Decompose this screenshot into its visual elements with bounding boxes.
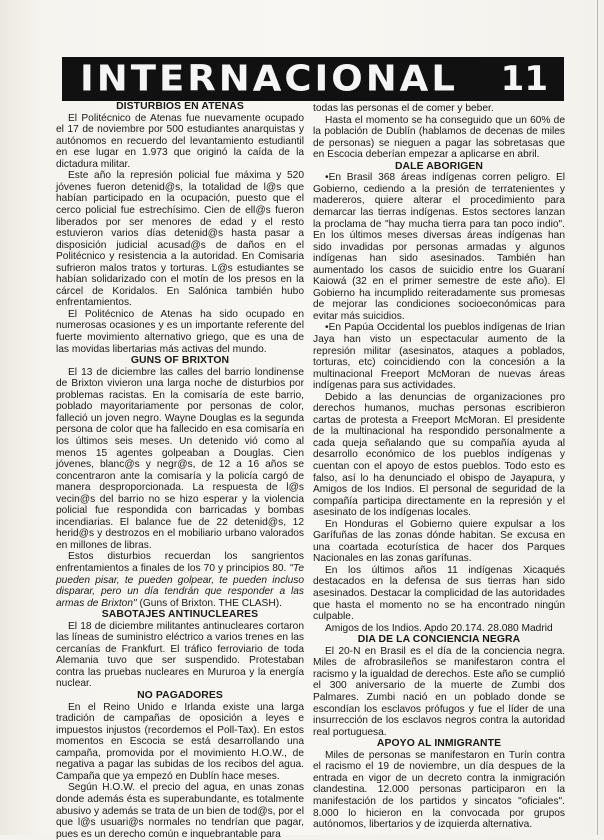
article-paragraph: Hasta el momento se ha conseguido que un 60% de la población de Dublín (hablamos de decenas de miles de personas) se nieguen a pagar las sobretasas que en Escocia deberían empezar a aplicarse en abril. bbox=[313, 114, 565, 161]
quote-source: (Guns of Brixton. THE CLASH). bbox=[136, 597, 282, 609]
article-paragraph: Según H.O.W. el precio del agua, en unas zonas donde además ésta es superabundante, es totalmente abusivo y además se trata de un bien de tod@s, por el que l@s usuari@s normales no tendrían que pagar, pues es un derecho común e inquebrantable para bbox=[56, 782, 304, 840]
article-paragraph: En los últimos años 11 indígenas Xicaqués destacados en la defensa de sus tierras han sido asesinados. Destacar la complicidad de las autoridades que hasta el momento no se ha encontrado ningún culpable. bbox=[313, 564, 565, 623]
article-heading: DIA DE LA CONCIENCIA NEGRA bbox=[357, 634, 521, 646]
article-paragraph: El Politécnico de Atenas fue nuevamente ocupado el 17 de noviembre por 500 estudiantes anarquistas y autónomos en recuerdo del levantamiento estudiantil en ese lugar en 1.973 que originó la caída de la dictadura militar. bbox=[56, 112, 304, 170]
article-paragraph: El 13 de diciembre las calles del barrio londinense de Brixton vivieron una larga noche de disturbios por problemas racistas. En la comisaría de este barrio, poblado mayoritariamente por personas de color, falleció un joven negro. Wayne Douglas es la segunda persona de color que ha fallecido en esa comisaría en los últimos seis meses. Un detenido vió como al menos 15 agentes golpeaban a Douglas. Cien jóvenes, blanc@s y negr@s, de 12 a 16 años se concentraron ante la comisaría y la policía cargó de manera desproporcionada. La respuesta de l@s vecin@s del barrio no se hizo esperar y la violencia policial fue respondida con barricadas y bombas incendiarias. El balance fue de 22 detenid@s, 12 herid@s y destrozos en el mobiliario urbano valorados en millones de libras. bbox=[56, 366, 304, 551]
article-paragraph: Amigos de los Indios. Apdo 20.174. 28.080 Madrid bbox=[325, 622, 553, 634]
article-paragraph: •En Brasil 368 áreas indígenas corren peligro. El Gobierno, cediendo a la presión de terratenientes y madereros, quiere alterar el procedimiento para demarcar las tierras indígenas. Estos sectores lanzan la proclama de "hay mucha tierra para tan poco indio". En los últimos meses diversas áreas indígenas han sido invadidas por personas armadas y algunos indígenas han sido asesinados. También han aumentado los casos de suicidio entre los Guaraní Kaiowá (32 en el primer semestre de este año). El Gobierno ha incumplido reiteradamente sus promesas de mejorar las condiciones socioeconómicas para evitar más suicidios. bbox=[313, 172, 565, 322]
article-heading: SABOTAJES ANTINUCLEARES bbox=[101, 609, 259, 621]
article-heading: NO PAGADORES bbox=[137, 690, 223, 702]
page-edge bbox=[597, 0, 598, 835]
article-heading: APOYO AL INMIGRANTE bbox=[376, 738, 502, 750]
article-paragraph: todas las personas el de comer y beber. bbox=[313, 103, 494, 114]
article-heading: DALE ABORIGEN bbox=[394, 160, 484, 172]
article-paragraph: El Politécnico de Atenas ha sido ocupado en numerosas ocasiones y es un importante referente del fuerte movimiento alternativo griego, que es una de las movidas libertarias más activas del mundo. bbox=[56, 308, 304, 355]
paragraph-text: Estos disturbios recuerdan los sangrientos enfrentamientos a finales de los 70 y principios 80. bbox=[56, 551, 304, 574]
quote-text: "Te pueden pisar, te pueden golpear, te pueden incluso disparar, pero un día tendrán que responder a las armas de Brixton" bbox=[56, 562, 304, 609]
article-paragraph bbox=[56, 551, 304, 609]
article-paragraph: Este año la represión policial fue máxima y 520 jóvenes fueron detenid@s, la totalidad de l@s que habían participado en la ocupación, puesto que el cerco policial fue estrechísimo. Cien de ell@s fueron liberados por ser menores de edad y el resto estuvieron varios días detenid@s hasta pasar a disposición judicial acusad@s de daños en el Politécnico y resistencia a la autoridad. En Comisaria sufrieron malos tratos y torturas. L@s estudiantes se habían solidarizado con el motín de los presos en la cárcel de Koridalos. En Salónica también hubo enfrentamientos. bbox=[56, 170, 304, 309]
article-heading: DISTURBIOS EN ATENAS bbox=[116, 101, 244, 112]
section-header bbox=[62, 57, 564, 101]
article-paragraph: •En Papúa Occidental los pueblos indígenas de Irian Jaya han visto un espectacular aumento de la represión militar (asesinatos, ataques a poblados, torturas, etc) coincidiendo con la concesión a la multinacional Freeport McMoran de nuevas áreas indígenas para sus actividades. bbox=[313, 322, 565, 392]
article-paragraph: Debido a las denuncias de organizaciones pro derechos humanos, muchas personas escribieron cartas de protesta a Freeport McMoran. El presidente de la multinacional ha respondido personalmente a cada queja señalando que su compañía ayuda al desarrollo económico de los pueblos indígenas y cuentan con el apoyo de estos pueblos. Todo esto es falso, así lo ha denunciado el obispo de Jayapura, y Amigos de los Indios. El personal de seguridad de la compañía participa directamente en la represión y el asesinato de los indígenas locales. bbox=[313, 391, 565, 519]
article-paragraph: El 18 de diciembre militantes antinucleares cortaron las líneas de suministro eléctrico a varios trenes en las cercanías de Frankfurt. El tráfico ferroviario de toda Alemania tuvo que ser suspendido. Protestaban contra las pruebas nucleares en Mururoa y la energía nuclear. bbox=[56, 620, 304, 690]
right-column bbox=[313, 103, 565, 831]
article-paragraph: En Honduras el Gobierno quiere expulsar a los Garífuñas de las zonas dónde habitan. Se excusa en una coartada ecoturística de hacer dos Parques Nacionales en las zonas garífunas. bbox=[313, 518, 565, 565]
article-paragraph: Miles de personas se manifestaron en Turín contra el racismo el 19 de noviembre, un día despues de la entrada en vigor de un decreto contra la inmigración clandestina. 12.000 personas participaron en la manifestación de los partidos y sincatos "oficiales". 8.000 lo hicieron en la convocada por grupos autónomos, libertarios y de izquierda alternativa. bbox=[313, 749, 565, 831]
left-column bbox=[56, 101, 304, 840]
section-title: INTERNACIONAL bbox=[80, 58, 458, 99]
article-paragraph: En el Reino Unido e Irlanda existe una larga tradición de campañas de oposición a leyes e impuestos injustos (recordemos el Poll-Tax). En estos momentos en Escocia se está desarrollando una campaña, promovida por el movimiento H.O.W., de negativa a pagar las subidas de los recibos del agua. Campaña que ya empezó en Dublín hace meses. bbox=[56, 701, 304, 782]
article-paragraph: El 20-N en Brasil es el día de la conciencia negra. Miles de afrobrasileños se manifestaron contra el racismo y la igualdad de derechos. Este año se cumplió el 300 aniversario de la muerte de Zumbi dos Palmares. Zumbi nació en un poblado donde se escondían los esclavos prófugos y fue el líder de una insurrección de los esclavos negros contra la autoridad real portuguesa. bbox=[313, 645, 565, 738]
page-number: 11 bbox=[500, 59, 548, 99]
article-heading: GUNS OF BRIXTON bbox=[130, 355, 230, 367]
